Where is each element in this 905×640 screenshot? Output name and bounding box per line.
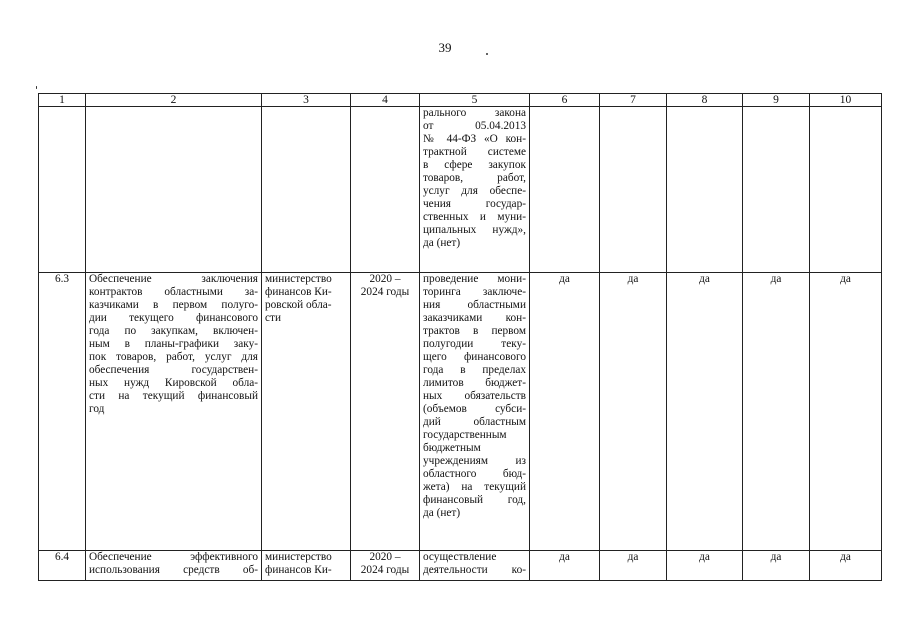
table-row-6-3 bbox=[39, 273, 882, 551]
value-cell: да bbox=[810, 273, 882, 551]
text-line: обеспечения государствен- bbox=[89, 364, 258, 376]
header-cell: 4 bbox=[351, 94, 420, 107]
table-row-continuation bbox=[39, 107, 882, 273]
text-line: дий областным bbox=[423, 416, 526, 428]
value-cell: да bbox=[810, 551, 882, 581]
text-line: (объемов субси- bbox=[423, 403, 526, 415]
scan-speck bbox=[486, 53, 488, 55]
table-row-6-4 bbox=[39, 551, 882, 581]
text-line: учреждениям из bbox=[423, 455, 526, 467]
text-line: щего финансового bbox=[423, 351, 526, 363]
measure-cell bbox=[420, 551, 530, 581]
text-line: ных обязательств bbox=[423, 390, 526, 402]
header-cell: 10 bbox=[810, 94, 882, 107]
row-number: 6.3 bbox=[39, 273, 86, 551]
text-line: ственных и муни- bbox=[423, 211, 526, 223]
text-line: жета) на текущий bbox=[423, 481, 526, 493]
text-line: торинга заключе- bbox=[423, 286, 526, 298]
text-line: казчиками в первом полуго- bbox=[89, 299, 258, 311]
text-line: осуществление bbox=[423, 551, 497, 563]
text-line: ных нужд Кировской обла- bbox=[89, 377, 258, 389]
text-line: проведение мони- bbox=[423, 273, 526, 285]
text-line: 2024 годы bbox=[360, 286, 410, 298]
measure-cell bbox=[420, 107, 530, 273]
text-line: областного бюд- bbox=[423, 468, 526, 480]
text-line: заказчиками кон- bbox=[423, 312, 526, 324]
text-line: года по закупкам, включен- bbox=[89, 325, 258, 337]
executor-cell bbox=[262, 273, 351, 551]
row-number: 6.4 bbox=[39, 551, 86, 581]
text-line: год bbox=[89, 403, 105, 415]
text-line: лимитов бюджет- bbox=[423, 377, 526, 389]
text-line: от 05.04.2013 bbox=[423, 120, 526, 132]
activity-cell bbox=[86, 273, 262, 551]
text-line: да (нет) bbox=[423, 237, 461, 249]
empty-cell bbox=[667, 107, 743, 273]
text-line: услуг для обеспе- bbox=[423, 185, 526, 197]
text-line: Обеспечение заключения bbox=[89, 273, 258, 285]
text-line: министерство bbox=[265, 551, 332, 563]
text-line: контрактов областными за- bbox=[89, 286, 258, 298]
program-table bbox=[38, 93, 882, 581]
text-line: ципальных нужд», bbox=[423, 224, 526, 236]
text-line: пок товаров, работ, услуг для bbox=[89, 351, 258, 363]
header-cell: 8 bbox=[667, 94, 743, 107]
text-line: 2020 – bbox=[369, 273, 401, 285]
empty-cell bbox=[262, 107, 351, 273]
text-line: сти bbox=[265, 312, 281, 324]
text-line: ным в планы-графики заку- bbox=[89, 338, 258, 350]
text-line: финансовый год, bbox=[423, 494, 526, 506]
text-line: ровской обла- bbox=[265, 299, 332, 311]
text-line: 2024 годы bbox=[360, 564, 410, 576]
text-line: трактов в первом bbox=[423, 325, 526, 337]
text-line: трактной системе bbox=[423, 146, 526, 158]
header-cell: 5 bbox=[420, 94, 530, 107]
value-cell: да bbox=[743, 551, 810, 581]
empty-cell bbox=[39, 107, 86, 273]
value-cell: да bbox=[530, 273, 600, 551]
header-cell: 1 bbox=[39, 94, 86, 107]
value-cell: да bbox=[667, 273, 743, 551]
text-line: министерство bbox=[265, 273, 332, 285]
text-line: полугодии теку- bbox=[423, 338, 526, 350]
text-line: деятельности ко- bbox=[423, 564, 526, 576]
text-line: да (нет) bbox=[423, 507, 461, 519]
header-row bbox=[39, 94, 882, 107]
value-cell: да bbox=[667, 551, 743, 581]
header-cell: 9 bbox=[743, 94, 810, 107]
text-line: государственным bbox=[423, 429, 507, 441]
text-line: ния областными bbox=[423, 299, 526, 311]
activity-cell bbox=[86, 551, 262, 581]
text-line: товаров, работ, bbox=[423, 172, 526, 184]
header-cell: 3 bbox=[262, 94, 351, 107]
text-line: № 44-ФЗ «О кон- bbox=[423, 133, 526, 145]
period-cell bbox=[351, 551, 420, 581]
value-cell: да bbox=[600, 273, 667, 551]
text-line: финансов Ки- bbox=[265, 564, 332, 576]
text-line: чения государ- bbox=[423, 198, 526, 210]
empty-cell bbox=[530, 107, 600, 273]
text-line: 2020 – bbox=[369, 551, 401, 563]
text-line: использования средств об- bbox=[89, 564, 258, 576]
header-cell: 7 bbox=[600, 94, 667, 107]
value-cell: да bbox=[530, 551, 600, 581]
empty-cell bbox=[351, 107, 420, 273]
text-line: рального закона bbox=[423, 107, 526, 119]
text-line: Обеспечение эффективного bbox=[89, 551, 258, 563]
text-line: сти на текущий финансовый bbox=[89, 390, 258, 402]
empty-cell bbox=[810, 107, 882, 273]
text-line: дии текущего финансового bbox=[89, 312, 258, 324]
scan-speck bbox=[36, 86, 37, 89]
value-cell: да bbox=[600, 551, 667, 581]
header-cell: 6 bbox=[530, 94, 600, 107]
text-line: бюджетным bbox=[423, 442, 481, 454]
value-cell: да bbox=[743, 273, 810, 551]
text-line: года в пределах bbox=[423, 364, 526, 376]
empty-cell bbox=[86, 107, 262, 273]
empty-cell bbox=[600, 107, 667, 273]
text-line: финансов Ки- bbox=[265, 286, 332, 298]
period-cell bbox=[351, 273, 420, 551]
header-cell: 2 bbox=[86, 94, 262, 107]
text-line: в сфере закупок bbox=[423, 159, 526, 171]
empty-cell bbox=[743, 107, 810, 273]
page-number: 39 bbox=[438, 40, 452, 55]
measure-cell bbox=[420, 273, 530, 551]
executor-cell bbox=[262, 551, 351, 581]
